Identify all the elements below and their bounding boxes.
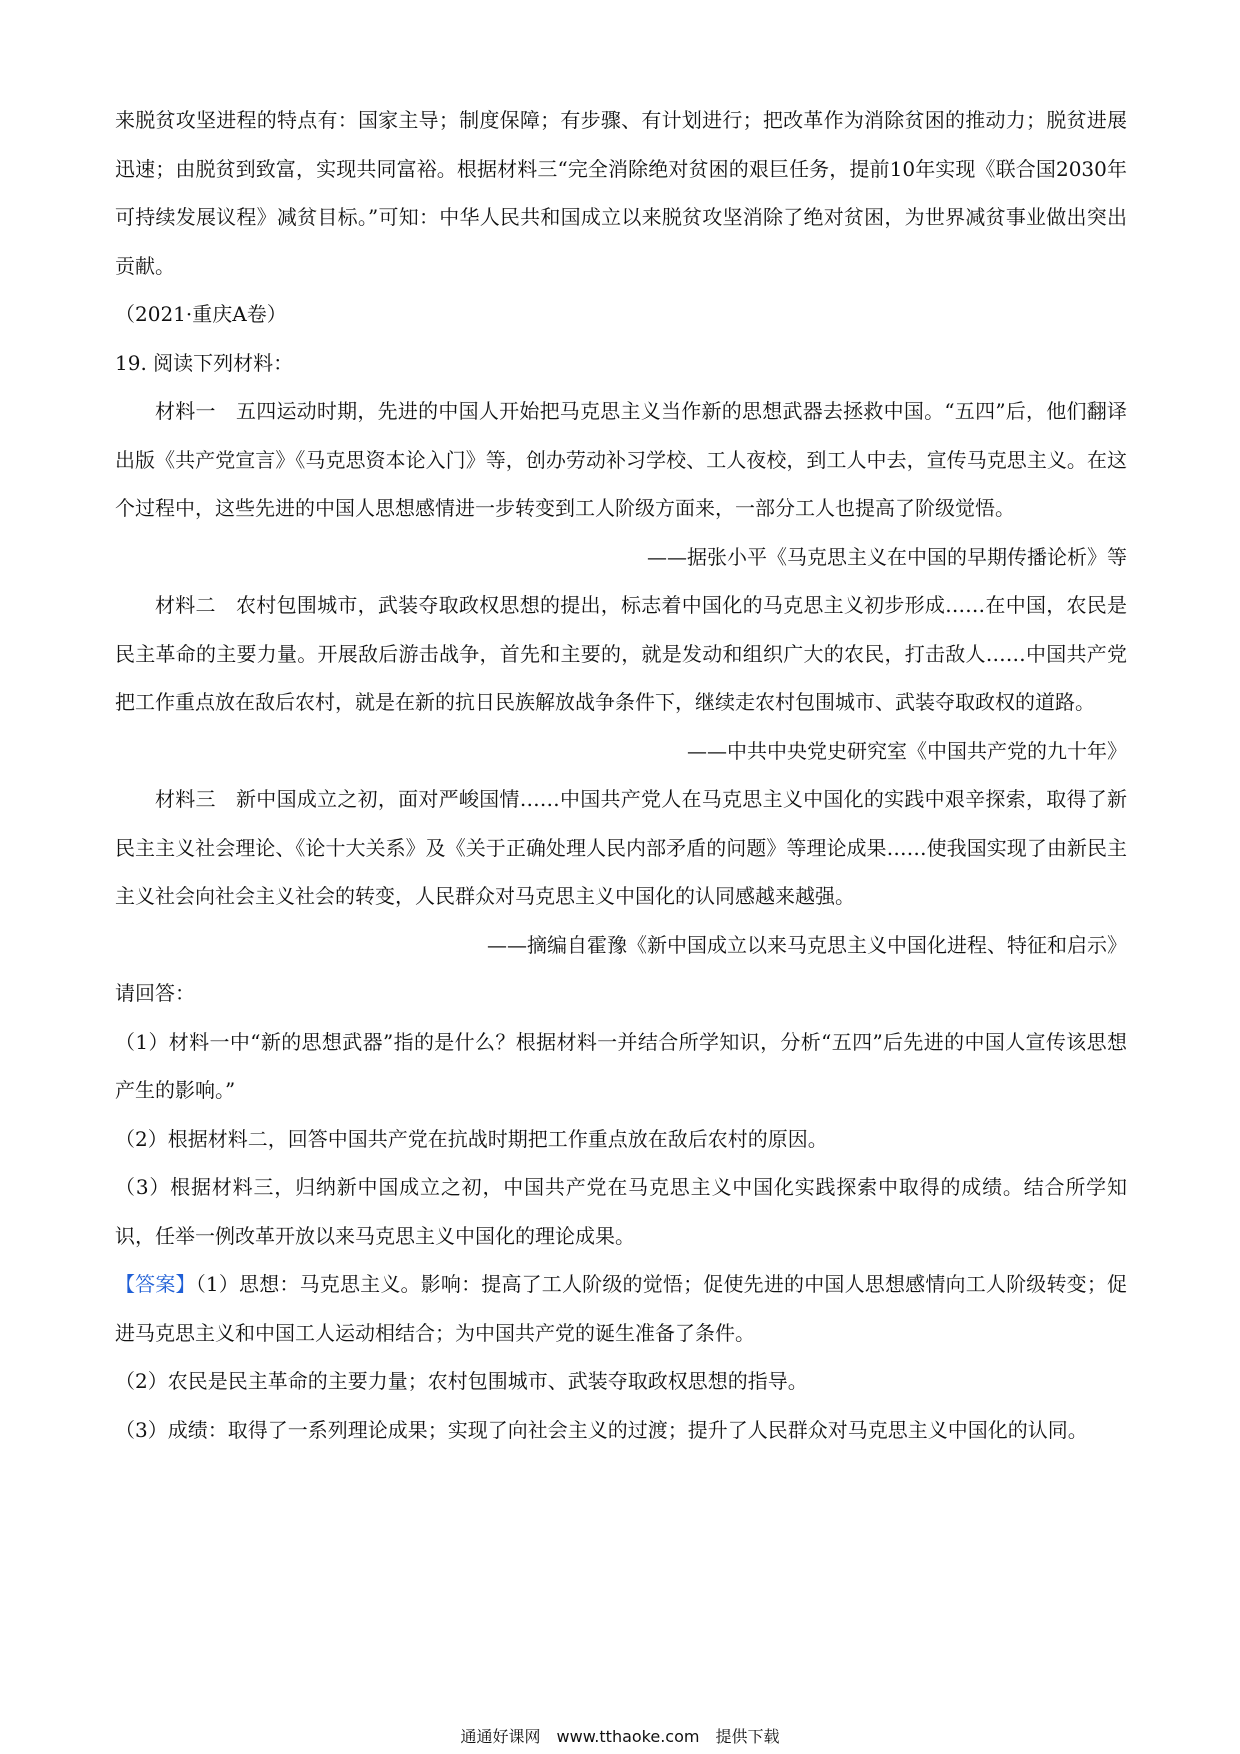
material-one-source: ——据张小平《马克思主义在中国的早期传播论析》等 bbox=[647, 544, 1127, 569]
material-two-text: 材料二 农村包围城市，武装夺取政权思想的提出，标志着中国化的马克思主义初步形成……在中国，农民是民主革命的主要力量。开展敌后游击战争，首先和主要的，就是发动和组织广大的农民，打击敌人……中国共产党把工作重点放在敌后农村，就是在新的抗日民族解放战争条件下，继续走农村包围城市、武装夺取政权的道路。 bbox=[115, 593, 1127, 714]
answer-label: 【答案】 bbox=[115, 1272, 196, 1296]
document-body bbox=[115, 96, 1127, 1454]
material-three-source: ——摘编自霍豫《新中国成立以来马克思主义中国化进程、特征和启示》 bbox=[487, 932, 1127, 957]
question-three: （3）根据材料三，归纳新中国成立之初，中国共产党在马克思主义中国化实践探索中取得的成绩。结合所学知识，任举一例改革开放以来马克思主义中国化的理论成果。 bbox=[115, 1175, 1127, 1248]
material-three-text: 材料三 新中国成立之初，面对严峻国情……中国共产党人在马克思主义中国化的实践中艰辛探索，取得了新民主主义社会理论、《论十大关系》及《关于正确处理人民内部矛盾的问题》等理论成果……使我国实现了由新民主主义社会向社会主义社会的转变，人民群众对马克思主义中国化的认同感越来越强。 bbox=[115, 787, 1127, 908]
answer-part-one-text: （1）思想：马克思主义。影响：提高了工人阶级的觉悟；促使先进的中国人思想感情向工人阶级转变；促进马克思主义和中国工人运动相结合；为中国共产党的诞生准备了条件。 bbox=[115, 1272, 1127, 1345]
answer-part-one bbox=[115, 1260, 1127, 1357]
exam-source-tag: （2021·重庆A卷） bbox=[115, 302, 287, 326]
question-title: 19. 阅读下列材料： bbox=[115, 350, 294, 375]
answer-part-two: （2）农民是民主革命的主要力量；农村包围城市、武装夺取政权思想的指导。 bbox=[115, 1369, 808, 1393]
material-one-text: 材料一 五四运动时期，先进的中国人开始把马克思主义当作新的思想武器去拯救中国。“五四”后，他们翻译出版《共产党宣言》《马克思资本论入门》等，创办劳动补习学校、工人夜校，到工人中去，宣传马克思主义。在这个过程中，这些先进的中国人思想感情进一步转变到工人阶级方面来，一部分工人也提高了阶级觉悟。 bbox=[115, 399, 1127, 520]
intro-paragraph: 来脱贫攻坚进程的特点有：国家主导；制度保障；有步骤、有计划进行；把改革作为消除贫困的推动力；脱贫进展迅速；由脱贫到致富，实现共同富裕。根据材料三“完全消除绝对贫困的艰巨任务，提前10年实现《联合国2030年可持续发展议程》减贫目标。”可知：中华人民共和国成立以来脱贫攻坚消除了绝对贫困，为世界减贫事业做出突出贡献。 bbox=[115, 108, 1127, 278]
page-footer: 通通好课网 www.tthaoke.com 提供下载 bbox=[460, 1727, 780, 1746]
question-two: （2）根据材料二，回答中国共产党在抗战时期把工作重点放在敌后农村的原因。 bbox=[115, 1126, 828, 1151]
answer-prompt: 请回答： bbox=[115, 981, 195, 1005]
answer-part-three: （3）成绩：取得了一系列理论成果；实现了向社会主义的过渡；提升了人民群众对马克思主义中国化的认同。 bbox=[115, 1417, 1088, 1442]
question-one: （1）材料一中“新的思想武器”指的是什么？根据材料一并结合所学知识，分析“五四”后先进的中国人宣传该思想产生的影响。” bbox=[115, 1029, 1127, 1102]
material-two-source: ——中共中央党史研究室《中国共产党的九十年》 bbox=[687, 738, 1127, 763]
